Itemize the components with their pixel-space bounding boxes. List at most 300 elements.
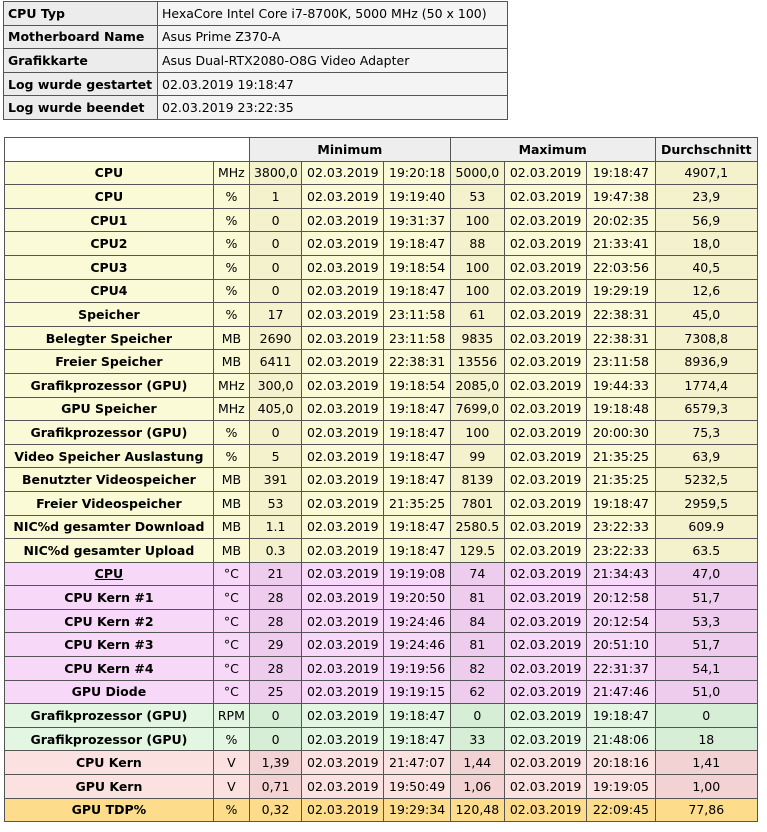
- sensor-name: CPU Kern #4: [5, 657, 214, 681]
- average-value: 2959,5: [655, 491, 757, 515]
- min-time: 19:24:46: [384, 609, 450, 633]
- max-date: 02.03.2019: [504, 539, 586, 563]
- sensor-stats-table: [4, 137, 758, 822]
- average-value: 51,0: [655, 680, 757, 704]
- min-date: 02.03.2019: [302, 727, 384, 751]
- max-date: 02.03.2019: [504, 444, 586, 468]
- min-date: 02.03.2019: [302, 468, 384, 492]
- sensor-unit: °C: [213, 562, 249, 586]
- max-time: 21:48:06: [587, 727, 655, 751]
- max-date: 02.03.2019: [504, 421, 586, 445]
- min-value: 21: [249, 562, 301, 586]
- sensor-name: CPU3: [5, 255, 214, 279]
- average-value: 1,00: [655, 775, 757, 799]
- info-label: Grafikkarte: [4, 49, 158, 73]
- sensor-unit: MB: [213, 468, 249, 492]
- sensor-name: CPU Kern #3: [5, 633, 214, 657]
- sensor-unit: MHz: [213, 161, 249, 185]
- sensor-unit: °C: [213, 609, 249, 633]
- max-time: 19:18:48: [587, 397, 655, 421]
- sensor-name: CPU Kern #1: [5, 586, 214, 610]
- max-value: 120,48: [450, 798, 504, 822]
- sensor-unit: V: [213, 775, 249, 799]
- max-time: 19:18:47: [587, 161, 655, 185]
- average-value: 63.5: [655, 539, 757, 563]
- sensor-name: CPU Kern: [5, 751, 214, 775]
- max-time: 19:44:33: [587, 373, 655, 397]
- average-value: 0: [655, 704, 757, 728]
- sensor-unit: MHz: [213, 397, 249, 421]
- min-time: 22:38:31: [384, 350, 450, 374]
- min-value: 17: [249, 303, 301, 327]
- average-value: 609.9: [655, 515, 757, 539]
- sensor-name: Grafikprozessor (GPU): [5, 727, 214, 751]
- min-time: 19:19:08: [384, 562, 450, 586]
- min-time: 19:18:47: [384, 444, 450, 468]
- max-time: 19:18:47: [587, 491, 655, 515]
- info-label: CPU Typ: [4, 2, 158, 26]
- max-date: 02.03.2019: [504, 798, 586, 822]
- min-time: 23:11:58: [384, 326, 450, 350]
- max-value: 53: [450, 185, 504, 209]
- system-info-body: [4, 2, 508, 120]
- max-time: 22:31:37: [587, 657, 655, 681]
- min-value: 0: [249, 704, 301, 728]
- min-time: 19:20:50: [384, 586, 450, 610]
- sensor-name: CPU4: [5, 279, 214, 303]
- min-value: 0.3: [249, 539, 301, 563]
- max-time: 23:11:58: [587, 350, 655, 374]
- min-date: 02.03.2019: [302, 303, 384, 327]
- max-time: 21:47:46: [587, 680, 655, 704]
- table-row: [5, 232, 758, 256]
- info-row: [4, 72, 508, 96]
- max-time: 20:00:30: [587, 421, 655, 445]
- max-time: 20:12:58: [587, 586, 655, 610]
- average-value: 18,0: [655, 232, 757, 256]
- max-date: 02.03.2019: [504, 775, 586, 799]
- table-row: [5, 751, 758, 775]
- min-time: 19:18:47: [384, 468, 450, 492]
- table-row: [5, 421, 758, 445]
- max-time: 22:38:31: [587, 326, 655, 350]
- sensor-unit: °C: [213, 680, 249, 704]
- max-time: 21:35:25: [587, 468, 655, 492]
- min-date: 02.03.2019: [302, 798, 384, 822]
- info-label: Log wurde beendet: [4, 96, 158, 120]
- min-time: 19:19:40: [384, 185, 450, 209]
- max-value: 33: [450, 727, 504, 751]
- max-date: 02.03.2019: [504, 161, 586, 185]
- min-time: 19:18:47: [384, 421, 450, 445]
- table-row: [5, 657, 758, 681]
- max-time: 22:38:31: [587, 303, 655, 327]
- average-value: 5232,5: [655, 468, 757, 492]
- average-value: 45,0: [655, 303, 757, 327]
- sensor-unit: %: [213, 303, 249, 327]
- average-value: 47,0: [655, 562, 757, 586]
- max-value: 8139: [450, 468, 504, 492]
- max-date: 02.03.2019: [504, 373, 586, 397]
- max-time: 22:09:45: [587, 798, 655, 822]
- sensor-name: CPU: [5, 185, 214, 209]
- min-value: 28: [249, 586, 301, 610]
- max-time: 23:22:33: [587, 539, 655, 563]
- min-value: 1.1: [249, 515, 301, 539]
- sensor-unit: %: [213, 279, 249, 303]
- min-date: 02.03.2019: [302, 326, 384, 350]
- header-blank: [5, 138, 250, 162]
- sensor-unit: %: [213, 421, 249, 445]
- sensor-unit: °C: [213, 586, 249, 610]
- average-value: 77,86: [655, 798, 757, 822]
- sensor-unit: RPM: [213, 704, 249, 728]
- average-value: 12,6: [655, 279, 757, 303]
- sensor-name: GPU TDP%: [5, 798, 214, 822]
- max-date: 02.03.2019: [504, 751, 586, 775]
- min-value: 0: [249, 279, 301, 303]
- min-date: 02.03.2019: [302, 350, 384, 374]
- sensor-name: NIC%d gesamter Upload: [5, 539, 214, 563]
- table-row: [5, 586, 758, 610]
- min-time: 19:19:56: [384, 657, 450, 681]
- max-time: 19:19:05: [587, 775, 655, 799]
- min-time: 19:18:47: [384, 704, 450, 728]
- max-value: 99: [450, 444, 504, 468]
- sensor-unit: %: [213, 727, 249, 751]
- max-date: 02.03.2019: [504, 727, 586, 751]
- max-value: 88: [450, 232, 504, 256]
- max-date: 02.03.2019: [504, 232, 586, 256]
- min-value: 0,71: [249, 775, 301, 799]
- max-date: 02.03.2019: [504, 491, 586, 515]
- info-row: [4, 2, 508, 26]
- max-value: 74: [450, 562, 504, 586]
- table-row: [5, 798, 758, 822]
- sensor-unit: MB: [213, 350, 249, 374]
- sensor-name: CPU: [5, 562, 214, 586]
- average-value: 7308,8: [655, 326, 757, 350]
- min-date: 02.03.2019: [302, 609, 384, 633]
- max-date: 02.03.2019: [504, 633, 586, 657]
- sensor-unit: %: [213, 232, 249, 256]
- table-row: [5, 491, 758, 515]
- min-date: 02.03.2019: [302, 421, 384, 445]
- table-row: [5, 208, 758, 232]
- max-date: 02.03.2019: [504, 185, 586, 209]
- header-minimum: Minimum: [249, 138, 450, 162]
- header-maximum: Maximum: [450, 138, 655, 162]
- max-date: 02.03.2019: [504, 680, 586, 704]
- sensor-name: CPU: [5, 161, 214, 185]
- sensor-name: GPU Diode: [5, 680, 214, 704]
- sensor-unit: %: [213, 185, 249, 209]
- sensor-name: Grafikprozessor (GPU): [5, 373, 214, 397]
- max-value: 100: [450, 255, 504, 279]
- min-date: 02.03.2019: [302, 657, 384, 681]
- max-value: 13556: [450, 350, 504, 374]
- max-date: 02.03.2019: [504, 303, 586, 327]
- max-value: 1,06: [450, 775, 504, 799]
- sensor-name: Belegter Speicher: [5, 326, 214, 350]
- min-time: 21:35:25: [384, 491, 450, 515]
- max-date: 02.03.2019: [504, 255, 586, 279]
- table-row: [5, 303, 758, 327]
- average-value: 1,41: [655, 751, 757, 775]
- max-time: 20:18:16: [587, 751, 655, 775]
- max-value: 81: [450, 633, 504, 657]
- sensor-unit: °C: [213, 657, 249, 681]
- sensor-name: Video Speicher Auslastung: [5, 444, 214, 468]
- max-date: 02.03.2019: [504, 397, 586, 421]
- average-value: 63,9: [655, 444, 757, 468]
- min-value: 6411: [249, 350, 301, 374]
- max-value: 1,44: [450, 751, 504, 775]
- table-row: [5, 373, 758, 397]
- table-row: [5, 279, 758, 303]
- average-value: 4907,1: [655, 161, 757, 185]
- max-value: 7699,0: [450, 397, 504, 421]
- min-value: 1,39: [249, 751, 301, 775]
- min-value: 0,32: [249, 798, 301, 822]
- sensor-unit: MB: [213, 326, 249, 350]
- average-value: 51,7: [655, 633, 757, 657]
- min-date: 02.03.2019: [302, 633, 384, 657]
- max-date: 02.03.2019: [504, 468, 586, 492]
- max-value: 2580.5: [450, 515, 504, 539]
- min-value: 29: [249, 633, 301, 657]
- average-value: 8936,9: [655, 350, 757, 374]
- min-value: 0: [249, 208, 301, 232]
- info-value: HexaCore Intel Core i7-8700K, 5000 MHz (50 x 100): [158, 2, 508, 26]
- min-time: 19:18:47: [384, 232, 450, 256]
- min-time: 19:31:37: [384, 208, 450, 232]
- min-date: 02.03.2019: [302, 185, 384, 209]
- min-date: 02.03.2019: [302, 775, 384, 799]
- min-date: 02.03.2019: [302, 279, 384, 303]
- average-value: 51,7: [655, 586, 757, 610]
- max-time: 19:47:38: [587, 185, 655, 209]
- min-date: 02.03.2019: [302, 373, 384, 397]
- average-value: 6579,3: [655, 397, 757, 421]
- table-row: [5, 397, 758, 421]
- max-time: 20:02:35: [587, 208, 655, 232]
- min-value: 0: [249, 421, 301, 445]
- max-value: 61: [450, 303, 504, 327]
- sensor-stats-body: [5, 161, 758, 822]
- max-value: 2085,0: [450, 373, 504, 397]
- min-date: 02.03.2019: [302, 255, 384, 279]
- average-value: 75,3: [655, 421, 757, 445]
- min-time: 19:18:47: [384, 515, 450, 539]
- sensor-name: GPU Speicher: [5, 397, 214, 421]
- sensor-name: CPU Kern #2: [5, 609, 214, 633]
- min-value: 0: [249, 255, 301, 279]
- max-date: 02.03.2019: [504, 515, 586, 539]
- sensor-name: GPU Kern: [5, 775, 214, 799]
- min-value: 1: [249, 185, 301, 209]
- min-value: 2690: [249, 326, 301, 350]
- min-date: 02.03.2019: [302, 751, 384, 775]
- min-time: 19:18:47: [384, 727, 450, 751]
- max-time: 20:51:10: [587, 633, 655, 657]
- max-time: 21:33:41: [587, 232, 655, 256]
- max-value: 5000,0: [450, 161, 504, 185]
- table-row: [5, 468, 758, 492]
- max-date: 02.03.2019: [504, 586, 586, 610]
- table-row: [5, 680, 758, 704]
- min-value: 300,0: [249, 373, 301, 397]
- max-value: 129.5: [450, 539, 504, 563]
- sensor-name: Freier Speicher: [5, 350, 214, 374]
- min-value: 405,0: [249, 397, 301, 421]
- sensor-name: CPU1: [5, 208, 214, 232]
- min-value: 0: [249, 727, 301, 751]
- sensor-unit: °C: [213, 633, 249, 657]
- min-value: 28: [249, 657, 301, 681]
- max-date: 02.03.2019: [504, 208, 586, 232]
- sensor-unit: %: [213, 208, 249, 232]
- min-date: 02.03.2019: [302, 586, 384, 610]
- min-time: 19:24:46: [384, 633, 450, 657]
- max-date: 02.03.2019: [504, 279, 586, 303]
- min-date: 02.03.2019: [302, 562, 384, 586]
- min-date: 02.03.2019: [302, 539, 384, 563]
- sensor-unit: %: [213, 798, 249, 822]
- sensor-name: CPU2: [5, 232, 214, 256]
- min-time: 19:20:18: [384, 161, 450, 185]
- max-time: 21:34:43: [587, 562, 655, 586]
- sensor-name: Speicher: [5, 303, 214, 327]
- min-date: 02.03.2019: [302, 397, 384, 421]
- min-date: 02.03.2019: [302, 704, 384, 728]
- max-value: 62: [450, 680, 504, 704]
- max-value: 100: [450, 279, 504, 303]
- min-time: 19:50:49: [384, 775, 450, 799]
- min-time: 19:18:54: [384, 255, 450, 279]
- sensor-unit: %: [213, 444, 249, 468]
- header-average: Durchschnitt: [655, 138, 757, 162]
- max-date: 02.03.2019: [504, 609, 586, 633]
- min-time: 21:47:07: [384, 751, 450, 775]
- average-value: 53,3: [655, 609, 757, 633]
- table-row: [5, 704, 758, 728]
- info-value: 02.03.2019 19:18:47: [158, 72, 508, 96]
- sensor-unit: MB: [213, 515, 249, 539]
- info-label: Log wurde gestartet: [4, 72, 158, 96]
- min-date: 02.03.2019: [302, 208, 384, 232]
- min-date: 02.03.2019: [302, 444, 384, 468]
- sensor-name: Benutzter Videospeicher: [5, 468, 214, 492]
- info-value: 02.03.2019 23:22:35: [158, 96, 508, 120]
- max-date: 02.03.2019: [504, 704, 586, 728]
- min-time: 19:19:15: [384, 680, 450, 704]
- min-time: 19:18:47: [384, 539, 450, 563]
- min-value: 391: [249, 468, 301, 492]
- max-value: 9835: [450, 326, 504, 350]
- max-value: 100: [450, 208, 504, 232]
- max-time: 20:12:54: [587, 609, 655, 633]
- max-date: 02.03.2019: [504, 350, 586, 374]
- min-value: 28: [249, 609, 301, 633]
- max-time: 21:35:25: [587, 444, 655, 468]
- table-row: [5, 161, 758, 185]
- min-value: 5: [249, 444, 301, 468]
- min-time: 19:29:34: [384, 798, 450, 822]
- max-time: 19:18:47: [587, 704, 655, 728]
- min-time: 19:18:47: [384, 397, 450, 421]
- min-date: 02.03.2019: [302, 491, 384, 515]
- max-date: 02.03.2019: [504, 657, 586, 681]
- table-row: [5, 444, 758, 468]
- sensor-unit: %: [213, 255, 249, 279]
- max-time: 22:03:56: [587, 255, 655, 279]
- sensor-unit: MB: [213, 539, 249, 563]
- sensor-unit: V: [213, 751, 249, 775]
- min-date: 02.03.2019: [302, 232, 384, 256]
- max-value: 81: [450, 586, 504, 610]
- sensor-name: Grafikprozessor (GPU): [5, 421, 214, 445]
- info-row: [4, 49, 508, 73]
- sensor-name: Freier Videospeicher: [5, 491, 214, 515]
- table-row: [5, 350, 758, 374]
- min-date: 02.03.2019: [302, 161, 384, 185]
- min-value: 25: [249, 680, 301, 704]
- header-row: [5, 138, 758, 162]
- max-date: 02.03.2019: [504, 562, 586, 586]
- min-date: 02.03.2019: [302, 515, 384, 539]
- sensor-name: Grafikprozessor (GPU): [5, 704, 214, 728]
- info-row: [4, 25, 508, 49]
- max-value: 0: [450, 704, 504, 728]
- min-time: 23:11:58: [384, 303, 450, 327]
- min-value: 53: [249, 491, 301, 515]
- average-value: 1774,4: [655, 373, 757, 397]
- min-value: 0: [249, 232, 301, 256]
- min-date: 02.03.2019: [302, 680, 384, 704]
- min-time: 19:18:54: [384, 373, 450, 397]
- info-label: Motherboard Name: [4, 25, 158, 49]
- max-value: 7801: [450, 491, 504, 515]
- info-row: [4, 96, 508, 120]
- table-row: [5, 255, 758, 279]
- table-row: [5, 633, 758, 657]
- table-row: [5, 775, 758, 799]
- min-value: 3800,0: [249, 161, 301, 185]
- max-time: 23:22:33: [587, 515, 655, 539]
- sensor-unit: MHz: [213, 373, 249, 397]
- info-value: Asus Dual-RTX2080-O8G Video Adapter: [158, 49, 508, 73]
- table-row: [5, 727, 758, 751]
- average-value: 56,9: [655, 208, 757, 232]
- average-value: 40,5: [655, 255, 757, 279]
- table-row: [5, 539, 758, 563]
- table-row: [5, 185, 758, 209]
- max-time: 19:29:19: [587, 279, 655, 303]
- info-value: Asus Prime Z370-A: [158, 25, 508, 49]
- table-row: [5, 326, 758, 350]
- table-row: [5, 562, 758, 586]
- average-value: 54,1: [655, 657, 757, 681]
- average-value: 18: [655, 727, 757, 751]
- max-value: 82: [450, 657, 504, 681]
- sensor-unit: MB: [213, 491, 249, 515]
- table-row: [5, 609, 758, 633]
- max-date: 02.03.2019: [504, 326, 586, 350]
- system-info-table: [3, 1, 508, 120]
- average-value: 23,9: [655, 185, 757, 209]
- min-time: 19:18:47: [384, 279, 450, 303]
